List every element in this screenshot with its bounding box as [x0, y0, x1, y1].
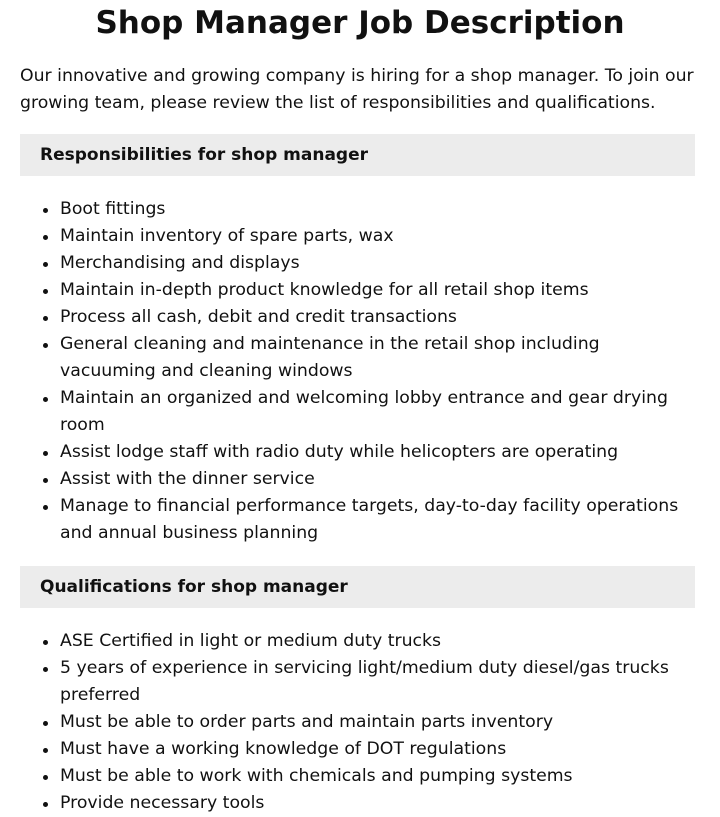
- list-item: Maintain an organized and welcoming lobby entrance and gear drying room: [60, 385, 695, 439]
- page-title: Shop Manager Job Description: [95, 5, 625, 41]
- list-item: Boot fittings: [60, 196, 695, 223]
- list-item: Must be able to work with chemicals and pumping systems: [60, 763, 695, 790]
- list-item: General cleaning and maintenance in the retail shop including vacuuming and cleaning windows: [60, 331, 695, 385]
- list-item: 5 years of experience in servicing light/medium duty diesel/gas trucks preferred: [60, 655, 695, 709]
- qualifications-list: [20, 628, 695, 817]
- responsibilities-list: [20, 196, 695, 547]
- list-item: Maintain in-depth product knowledge for all retail shop items: [60, 277, 695, 304]
- list-item: ASE Certified in light or medium duty trucks: [60, 628, 695, 655]
- list-item: Merchandising and displays: [60, 250, 695, 277]
- qualifications-heading: Qualifications for shop manager: [20, 566, 695, 608]
- list-item: Process all cash, debit and credit transactions: [60, 304, 695, 331]
- list-item: Manage to financial performance targets, day-to-day facility operations and annual business planning: [60, 493, 695, 547]
- list-item: Must have a working knowledge of DOT regulations: [60, 736, 695, 763]
- responsibilities-heading: Responsibilities for shop manager: [20, 134, 695, 176]
- list-item: Must be able to order parts and maintain parts inventory: [60, 709, 695, 736]
- intro-paragraph: Our innovative and growing company is hiring for a shop manager. To join our growing team, please review the list of responsibilities and qualifications.: [20, 66, 694, 113]
- list-item: Maintain inventory of spare parts, wax: [60, 223, 695, 250]
- list-item: Assist with the dinner service: [60, 466, 695, 493]
- list-item: Assist lodge staff with radio duty while helicopters are operating: [60, 439, 695, 466]
- list-item: Provide necessary tools: [60, 790, 695, 817]
